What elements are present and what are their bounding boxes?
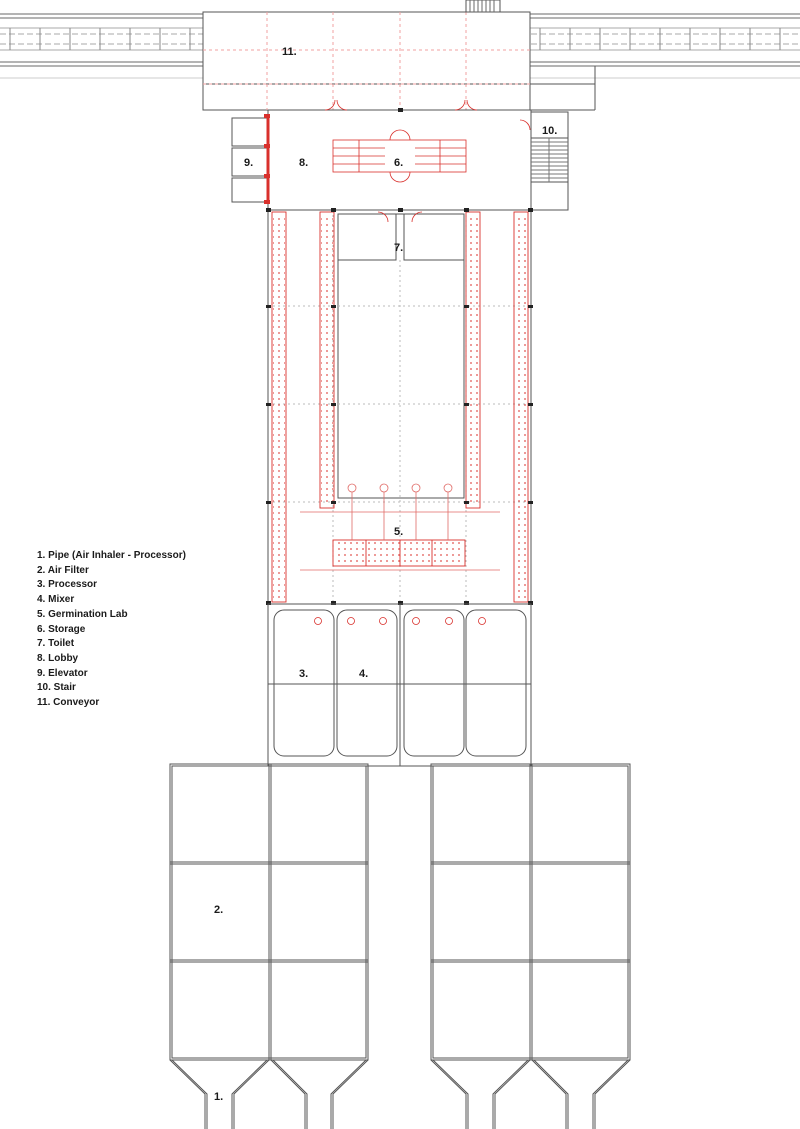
lobby-block <box>232 100 568 210</box>
legend-item: 1. Pipe (Air Inhaler - Processor) <box>37 550 186 561</box>
label-pipe: 1. <box>214 1091 224 1103</box>
legend-item: 2. Air Filter <box>37 564 89 576</box>
processor-mixer-block <box>268 604 531 766</box>
pipes-hoppers <box>170 1060 630 1129</box>
label-elevator: 9. <box>244 157 254 169</box>
legend <box>37 549 186 711</box>
air-filters <box>170 764 630 1060</box>
legend-item: 4. Mixer <box>37 594 75 606</box>
label-processor: 3. <box>299 668 309 680</box>
legend-item: 5. Germination Lab <box>37 608 128 620</box>
label-lobby: 8. <box>299 157 309 169</box>
legend-item: 6. Storage <box>37 623 86 635</box>
label-storage: 6. <box>394 157 404 169</box>
label-air-filter: 2. <box>214 904 224 916</box>
label-stair: 10. <box>542 125 558 137</box>
room-labels <box>214 46 557 1103</box>
label-mixer: 4. <box>359 668 369 680</box>
label-germination-lab: 5. <box>394 526 404 538</box>
legend-item: 9. Elevator <box>37 667 88 679</box>
legend-item: 10. Stair <box>37 682 76 694</box>
legend-item: 3. Processor <box>37 579 98 591</box>
legend-item: 11. Conveyor <box>37 697 100 709</box>
legend-item: 7. Toilet <box>37 638 75 650</box>
label-conveyor: 11. <box>282 46 297 58</box>
conveyor <box>0 0 800 110</box>
label-toilet: 7. <box>394 242 404 254</box>
legend-item: 8. Lobby <box>37 652 79 664</box>
